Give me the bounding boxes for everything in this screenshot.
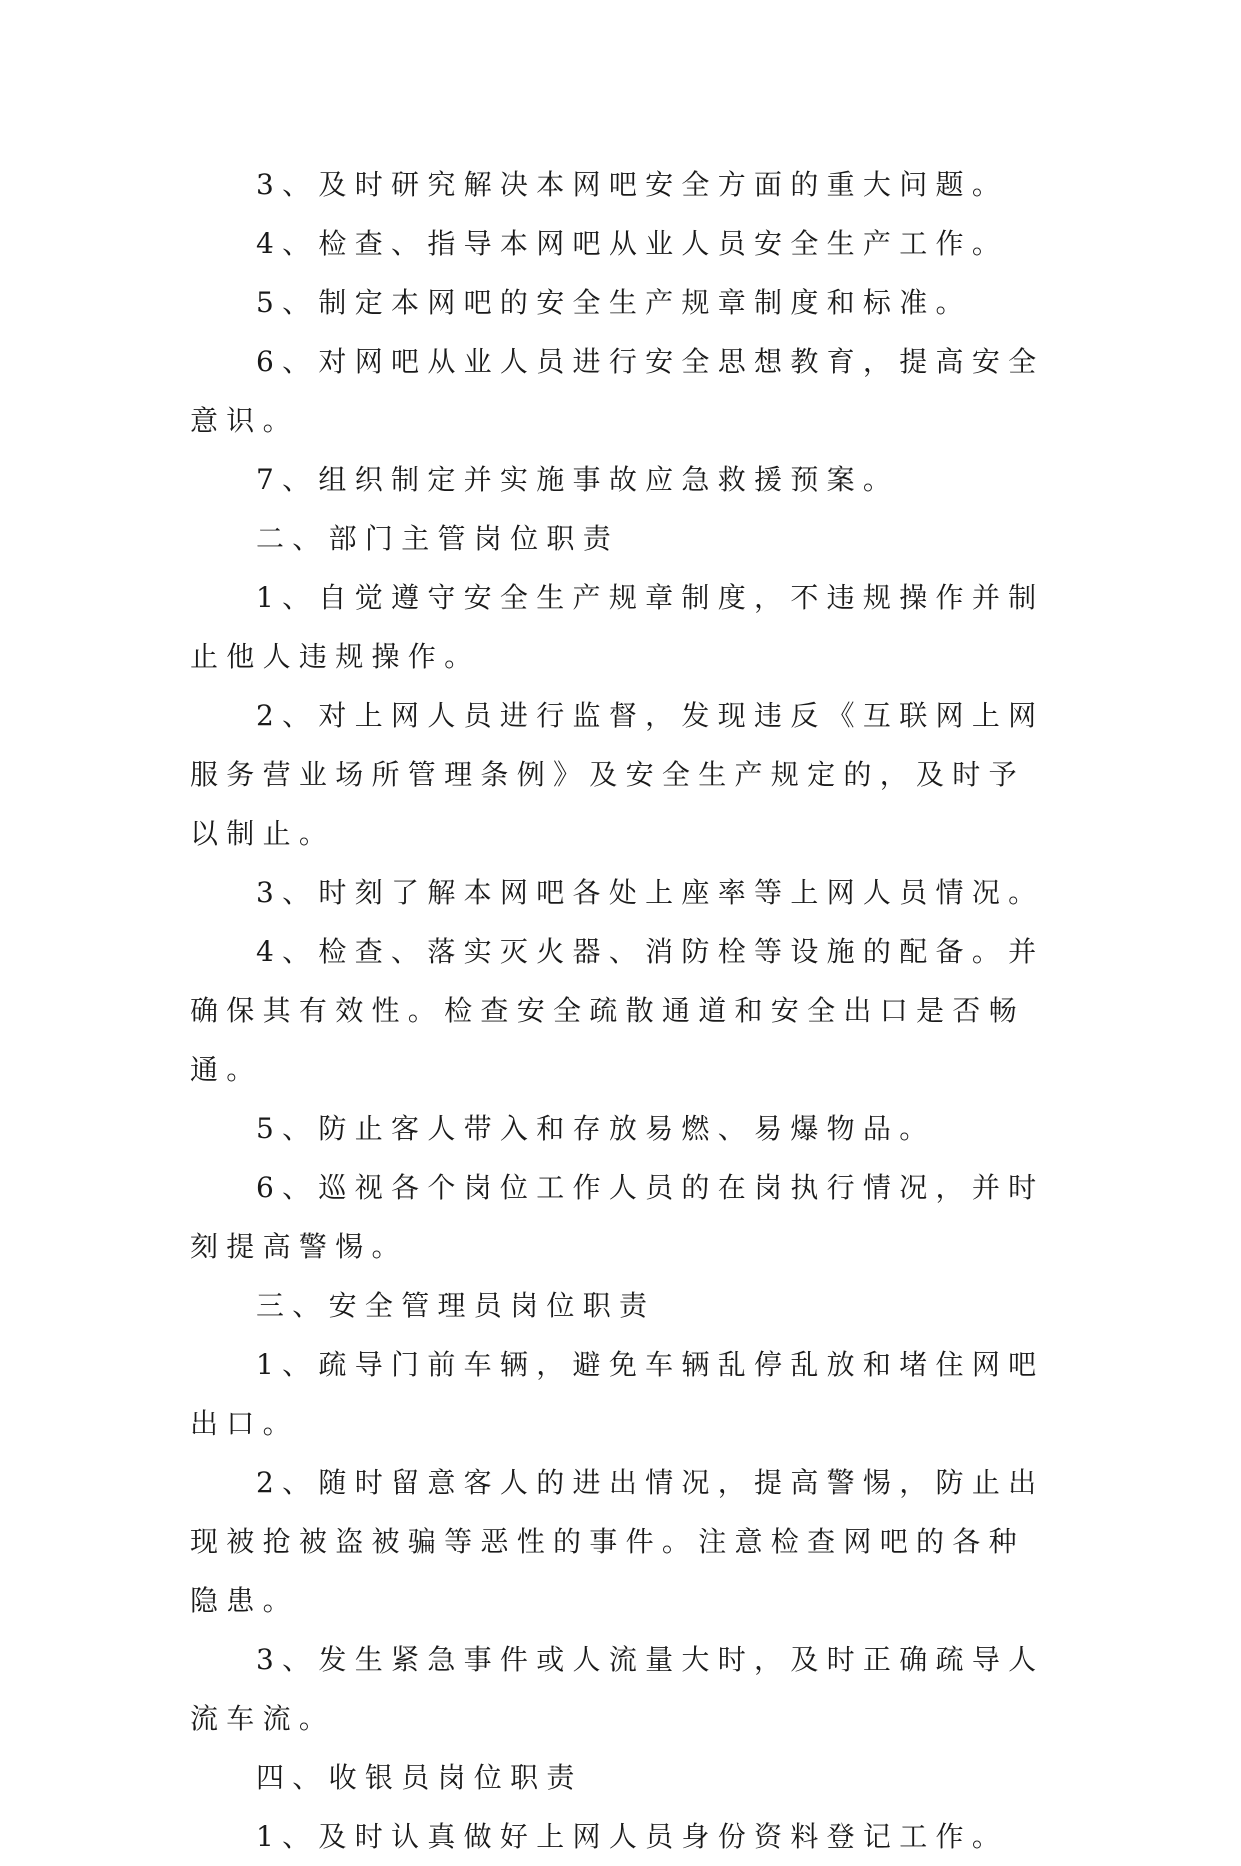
paragraph-item: 2、对上网人员进行监督，发现违反《互联网上网服务营业场所管理条例》及安全生产规定的，及时予以制止。 [190, 699, 1045, 850]
paragraph-item: 3、及时研究解决本网吧安全方面的重大问题。 [256, 168, 1009, 201]
paragraph-item: 3、发生紧急事件或人流量大时，及时正确疏导人流车流。 [190, 1643, 1045, 1735]
paragraph-item: 7、组织制定并实施事故应急救援预案。 [256, 463, 900, 496]
paragraph-item: 1、及时认真做好上网人员身份资料登记工作。 [256, 1820, 1009, 1853]
paragraph-item: 6、巡视各个岗位工作人员的在岗执行情况，并时刻提高警惕。 [190, 1171, 1045, 1263]
section-heading: 四、收银员岗位职责 [256, 1761, 583, 1794]
paragraph-item: 1、疏导门前车辆，避免车辆乱停乱放和堵住网吧出口。 [190, 1348, 1045, 1440]
paragraph-item: 5、防止客人带入和存放易燃、易爆物品。 [256, 1112, 936, 1145]
paragraph-item: 4、检查、指导本网吧从业人员安全生产工作。 [256, 227, 1009, 260]
paragraph-item: 4、检查、落实灭火器、消防栓等设施的配备。并确保其有效性。检查安全疏散通道和安全出口是否畅通。 [190, 935, 1045, 1086]
paragraph-item: 1、自觉遵守安全生产规章制度，不违规操作并制止他人违规操作。 [190, 581, 1045, 673]
paragraph-item: 2、随时留意客人的进出情况，提高警惕，防止出现被抢被盗被骗等恶性的事件。注意检查网吧的各种隐患。 [190, 1466, 1045, 1617]
section-heading: 三、安全管理员岗位职责 [256, 1289, 656, 1322]
paragraph-item: 6、对网吧从业人员进行安全思想教育，提高安全意识。 [190, 345, 1045, 437]
paragraph-item: 5、制定本网吧的安全生产规章制度和标准。 [256, 286, 972, 319]
document-body [190, 155, 1050, 1866]
paragraph-item: 3、时刻了解本网吧各处上座率等上网人员情况。 [256, 876, 1045, 909]
section-heading: 二、部门主管岗位职责 [256, 522, 620, 555]
